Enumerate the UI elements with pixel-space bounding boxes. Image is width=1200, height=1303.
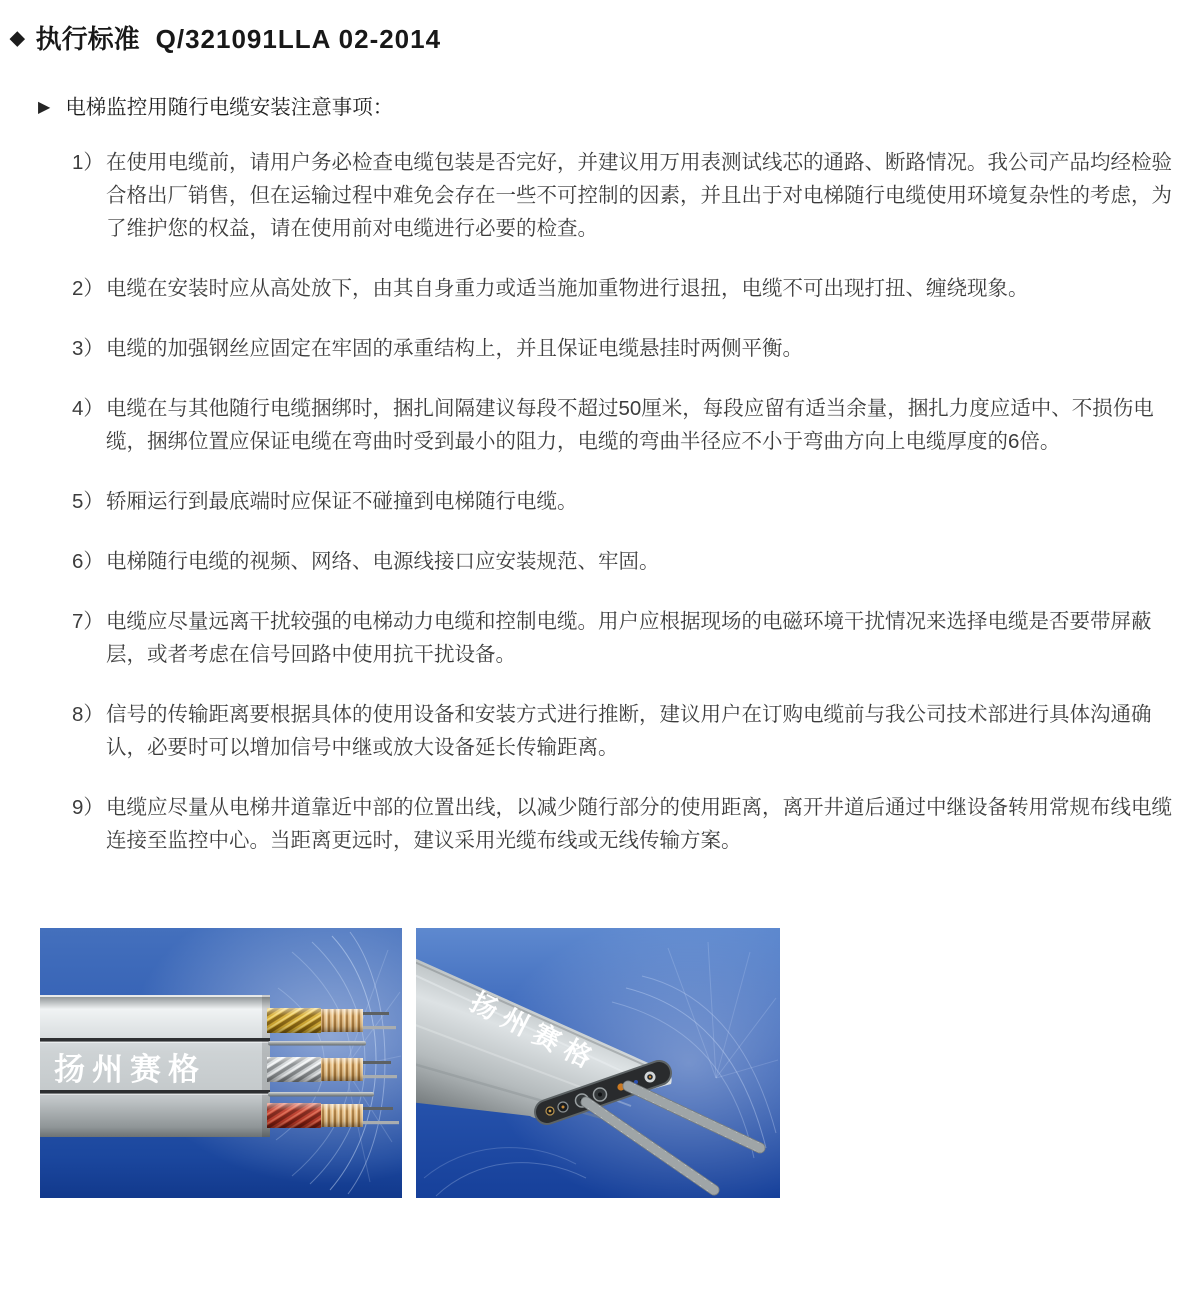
list-item [72,332,1190,365]
item-text: 电缆在与其他随行电缆捆绑时，捆扎间隔建议每段不超过50厘米，每段应留有适当余量，捆扎力度应适中、不损伤电缆，捆绑位置应保证电缆在弯曲时受到最小的阻力，电缆的弯曲半径应不小于弯曲方向上电缆厚度的6倍。 [106,397,1154,453]
brand-text: 扬州赛格 [54,1052,206,1087]
photo-flat-cable-stripped [40,928,402,1198]
list-item [72,698,1190,764]
item-text: 在使用电缆前，请用户务必检查电缆包装是否完好，并建议用万用表测试线芯的通路、断路情况。我公司产品均经检验合格出厂销售，但在运输过程中难免会存在一些不可控制的因素，并且出于对电梯随行电缆使用环境复杂性的考虑，为了维护您的权益，请在使用前对电缆进行必要的检查。 [106,151,1172,240]
list-item [72,605,1190,671]
brand-text: 扬州赛格 [465,986,604,1077]
item-number: 9） [72,796,104,819]
triangle-bullet-icon: ▶ [38,99,51,116]
standard-header [10,22,441,56]
item-text: 电缆的加强钢丝应固定在牢固的承重结构上，并且保证电缆悬挂时两侧平衡。 [106,337,803,360]
list-item [72,146,1190,245]
list-item [72,545,1190,578]
item-number: 8） [72,703,104,726]
section-title: 电梯监控用随行电缆安装注意事项： [65,96,394,119]
section-title-row [38,94,393,122]
photo-flat-cable-cut-end [416,928,780,1198]
product-photos [40,928,780,1198]
flat-cable [40,995,270,1137]
item-text: 电缆应尽量从电梯井道靠近中部的位置出线，以减少随行部分的使用距离，离开井道后通过中继设备转用常规布线电缆连接至监控中心。当距离更远时，建议采用光缆布线或无线传输方案。 [106,796,1172,852]
item-number: 2） [72,277,104,300]
item-number: 4） [72,397,104,420]
diamond-bullet-icon: ◆ [10,28,25,49]
standard-code: Q/321091LLA 02-2014 [155,24,442,54]
notes-list [72,146,1190,884]
item-text: 信号的传输距离要根据具体的使用设备和安装方式进行推断，建议用户在订购电缆前与我公司技术部进行具体沟通确认，必要时可以增加信号中继或放大设备延长传输距离。 [106,703,1152,759]
item-number: 7） [72,610,104,633]
item-text: 电缆应尽量远离干扰较强的电梯动力电缆和控制电缆。用户应根据现场的电磁环境干扰情况来选择电缆是否要带屏蔽层，或者考虑在信号回路中使用抗干扰设备。 [106,610,1152,666]
list-item [72,791,1190,857]
item-text: 轿厢运行到最底端时应保证不碰撞到电梯随行电缆。 [106,490,578,513]
standard-label: 执行标准 [35,24,140,54]
item-number: 1） [72,151,104,174]
item-number: 3） [72,337,104,360]
list-item [72,485,1190,518]
item-text: 电缆在安装时应从高处放下，由其自身重力或适当施加重物进行退扭，电缆不可出现打扭、缠绕现象。 [106,277,1029,300]
list-item [72,272,1190,305]
item-text: 电梯随行电缆的视频、网络、电源线接口应安装规范、牢固。 [106,550,660,573]
list-item [72,392,1190,458]
item-number: 5） [72,490,104,513]
item-number: 6） [72,550,104,573]
